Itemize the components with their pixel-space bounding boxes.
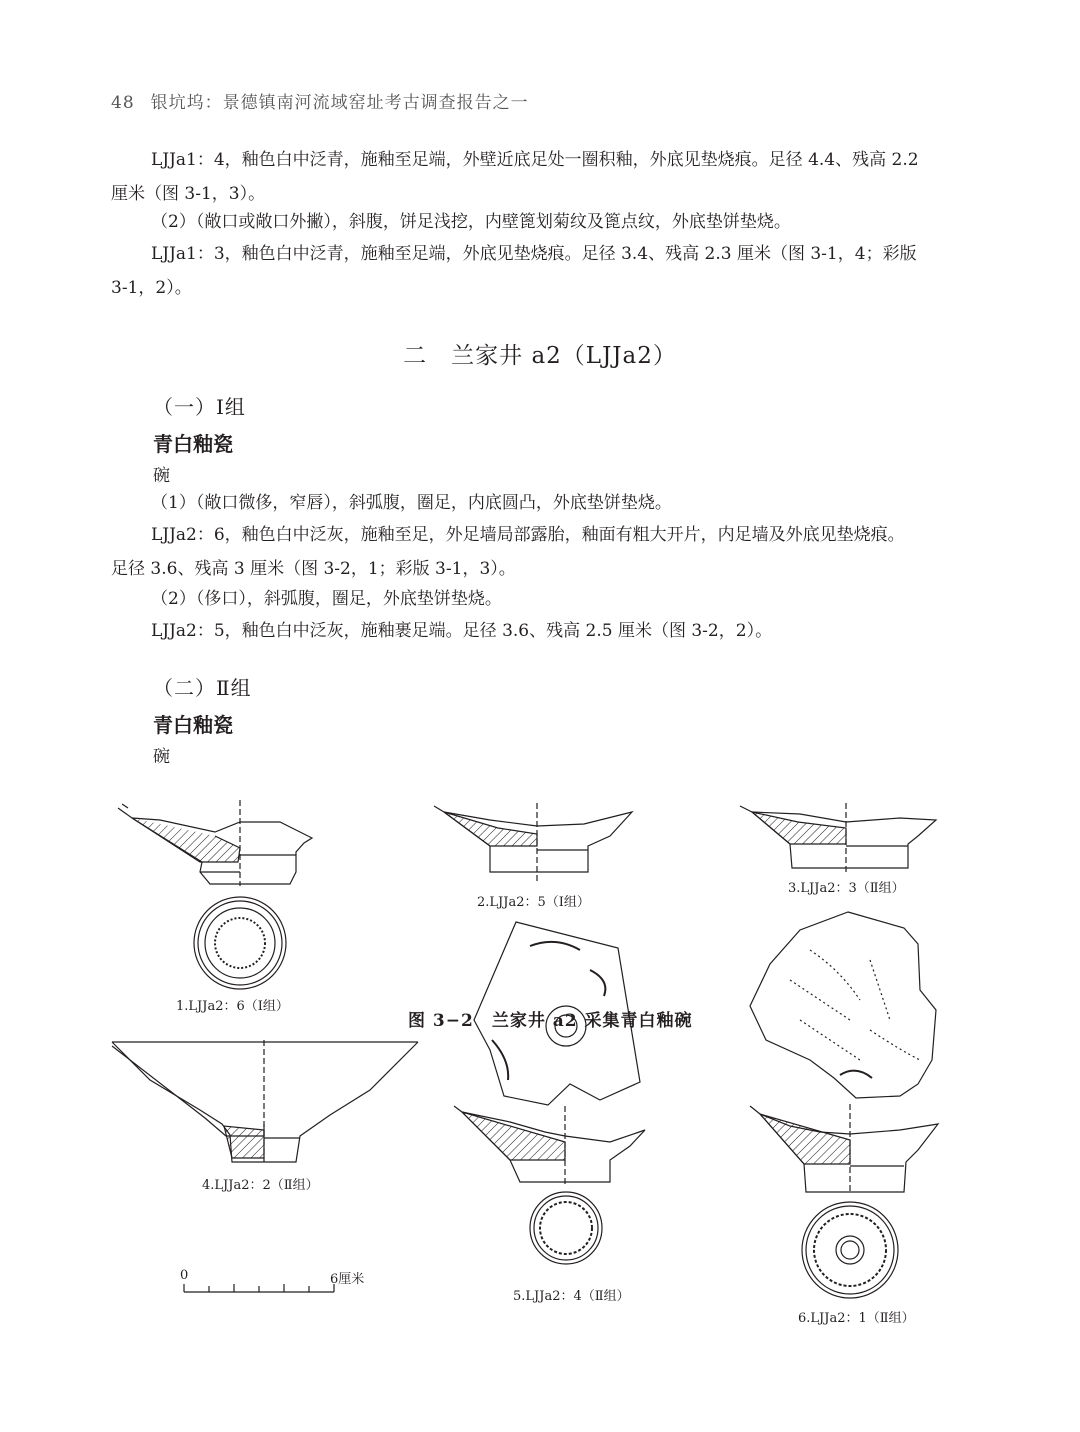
p3-line2: 3-1，2）。 bbox=[111, 278, 192, 298]
caption-3: 3.LJJa2：3（Ⅱ组） bbox=[788, 881, 905, 896]
caption-5: 5.LJJa2：4（Ⅱ组） bbox=[513, 1289, 630, 1304]
bowl-6-profile bbox=[750, 1104, 938, 1194]
bowl-1-profile bbox=[118, 800, 312, 886]
p5-line1: LJJa2：6，釉色白中泛灰，施釉至足，外足墙局部露胎，釉面有粗大开片，内足墙及外底见垫烧痕。 bbox=[151, 525, 905, 545]
caption-6: 6.LJJa2：1（Ⅱ组） bbox=[798, 1311, 915, 1326]
group2-ware: 青白釉瓷 bbox=[153, 713, 233, 737]
p2-text: （2）（敞口或敞口外撇），斜腹，饼足浅挖，内壁篦划菊纹及篦点纹，外底垫饼垫烧。 bbox=[151, 212, 791, 232]
scale-zero-label: 0 bbox=[180, 1268, 189, 1283]
bowl-6-top bbox=[750, 912, 936, 1098]
group1-ware: 青白釉瓷 bbox=[153, 432, 233, 456]
p7-text: LJJa2：5，釉色白中泛灰，施釉裹足端。足径 3.6、残高 2.5 厘米（图 3-2，2）。 bbox=[151, 621, 773, 641]
p6-text: （2）（侈口），斜弧腹，圈足，外底垫饼垫烧。 bbox=[151, 589, 502, 609]
bowl-3-profile bbox=[740, 803, 936, 872]
group1-type: 碗 bbox=[153, 466, 170, 486]
bowl-5-profile bbox=[454, 1106, 645, 1186]
p1-line1: LJJa1：4，釉色白中泛青，施釉至足端，外壁近底足处一圈积釉，外底见垫烧痕。足径 4.4、残高 2.2 bbox=[151, 150, 919, 170]
group2-type: 碗 bbox=[153, 747, 170, 767]
p4-text: （1）（敞口微侈，窄唇），斜弧腹，圈足，内底圆凸，外底垫饼垫烧。 bbox=[151, 493, 672, 513]
section-title: 二 兰家井 a2（LJJa2） bbox=[403, 343, 677, 369]
scale-bar bbox=[184, 1284, 334, 1292]
p3-line1: LJJa1：3，釉色白中泛青，施釉至足端，外底见垫烧痕。足径 3.4、残高 2.3 厘米（图 3-1，4；彩版 bbox=[151, 244, 917, 264]
page-number: 48 bbox=[111, 93, 135, 113]
book-title: 银坑坞：景德镇南河流域窑址考古调查报告之一 bbox=[150, 93, 529, 113]
figure-title: 图 3−2 兰家井 a2 采集青白釉碗 bbox=[408, 1011, 693, 1031]
caption-2: 2.LJJa2：5（Ⅰ组） bbox=[477, 895, 590, 910]
bowl-4-profile bbox=[112, 1040, 418, 1162]
caption-1: 1.LJJa2：6（Ⅰ组） bbox=[176, 999, 289, 1014]
scale-max-label: 6厘米 bbox=[330, 1272, 365, 1287]
bowl-1-base bbox=[194, 897, 286, 989]
bowl-5-base bbox=[530, 1192, 602, 1264]
p1-line2: 厘米（图 3-1，3）。 bbox=[111, 184, 266, 204]
caption-4: 4.LJJa2：2（Ⅱ组） bbox=[202, 1178, 319, 1193]
group1-title: （一）Ⅰ组 bbox=[153, 395, 246, 419]
bowl-6-base bbox=[802, 1202, 898, 1298]
p5-line2: 足径 3.6、残高 3 厘米（图 3-2，1；彩版 3-1，3）。 bbox=[111, 559, 516, 579]
group2-title: （二）Ⅱ组 bbox=[153, 676, 252, 700]
bowl-2-profile bbox=[434, 803, 632, 882]
